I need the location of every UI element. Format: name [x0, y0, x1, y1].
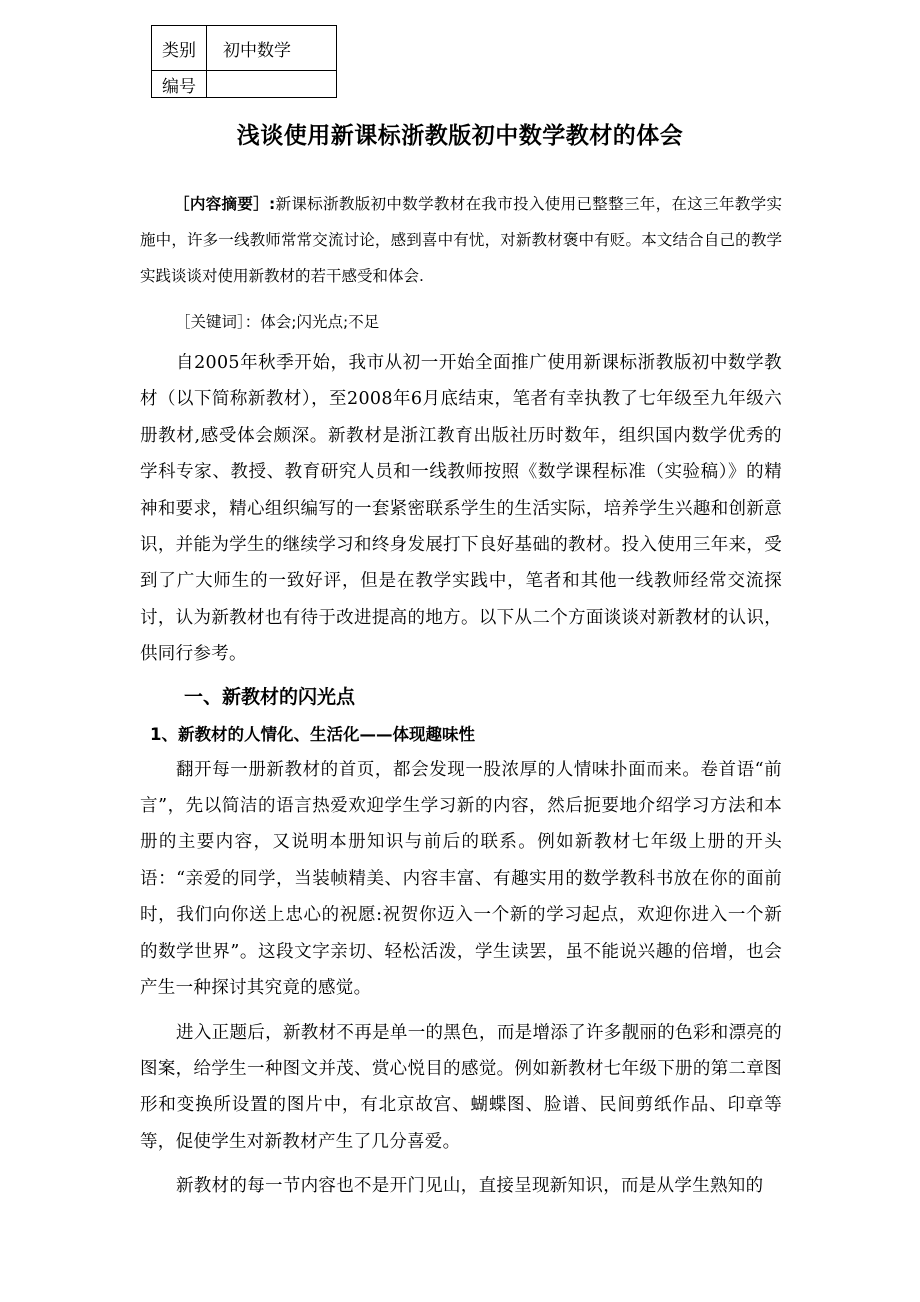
body-text — [140, 345, 782, 1205]
keywords: ［关键词］：体会;闪光点;不足 — [175, 313, 380, 331]
meta-table — [151, 25, 337, 98]
section-heading-1: 一、新教材的闪光点 — [184, 685, 356, 708]
abstract — [140, 186, 782, 294]
abstract-label: ［内容摘要］: — [174, 195, 276, 213]
paragraph-3: 进入正题后，新教材不再是单一的黑色，而是增添了许多靓丽的色彩和漂亮的图案，给学生一种图文并茂、赏心悦目的感觉。例如新教材七年级下册的第二章图形和变换所设置的图片中，有北京故宫、蝴蝶图、脸谱、民间剪纸作品、印章等等，促使学生对新教材产生了几分喜爱。 — [140, 1022, 782, 1152]
number-label: 编号 — [152, 71, 207, 98]
subsection-heading-1: 1、新教材的人情化、生活化——体现趣味性 — [150, 724, 475, 744]
abstract-text: 新课标浙教版初中数学教材在我市投入使用已整整三年，在这三年教学实施中，许多一线教师常常交流讨论，感到喜中有忧，对新教材褒中有贬。本文结合自己的教学实践谈谈对使用新教材的若干感受和体会. — [140, 195, 782, 285]
document-title: 浅谈使用新课标浙教版初中数学教材的体会 — [236, 123, 684, 149]
category-value: 初中数学 — [207, 26, 337, 71]
intro-paragraph: 自2005年秋季开始，我市从初一开始全面推广使用新课标浙教版初中数学教材（以下简称新教材），至2008年6月底结束，笔者有幸执教了七年级至九年级六册教材,感受体会颇深。新教材是浙江教育出版社历时数年，组织国内数学优秀的学科专家、教授、教育研究人员和一线教师按照《数学课程标准（实验稿）》的精神和要求，精心组织编写的一套紧密联系学生的生活实际，培养学生兴趣和创新意识，并能为学生的继续学习和终身发展打下良好基础的教材。投入使用三年来，受到了广大师生的一致好评，但是在教学实践中，笔者和其他一线教师经常交流探讨，认为新教材也有待于改进提高的地方。以下从二个方面谈谈对新教材的认识，供同行参考。 — [140, 353, 782, 665]
paragraph-4: 新教材的每一节内容也不是开门见山，直接呈现新知识，而是从学生熟知的 — [176, 1176, 764, 1197]
number-value — [207, 71, 337, 98]
category-label: 类别 — [152, 26, 207, 71]
paragraph-2: 翻开每一册新教材的首页，都会发现一股浓厚的人情味扑面而来。卷首语“前言”，先以简洁的语言热爱欢迎学生学习新的内容，然后扼要地介绍学习方法和本册的主要内容，又说明本册知识与前后的联系。例如新教材七年级上册的开头语：“亲爱的同学，当装帧精美、内容丰富、有趣实用的数学教科书放在你的面前时，我们向你送上忠心的祝愿:祝贺你迈入一个新的学习起点，欢迎你进入一个新的数学世界”。这段文字亲切、轻松活泼，学生读罢，虽不能说兴趣的倍增，也会产生一种探讨其究竟的感觉。 — [140, 759, 782, 999]
